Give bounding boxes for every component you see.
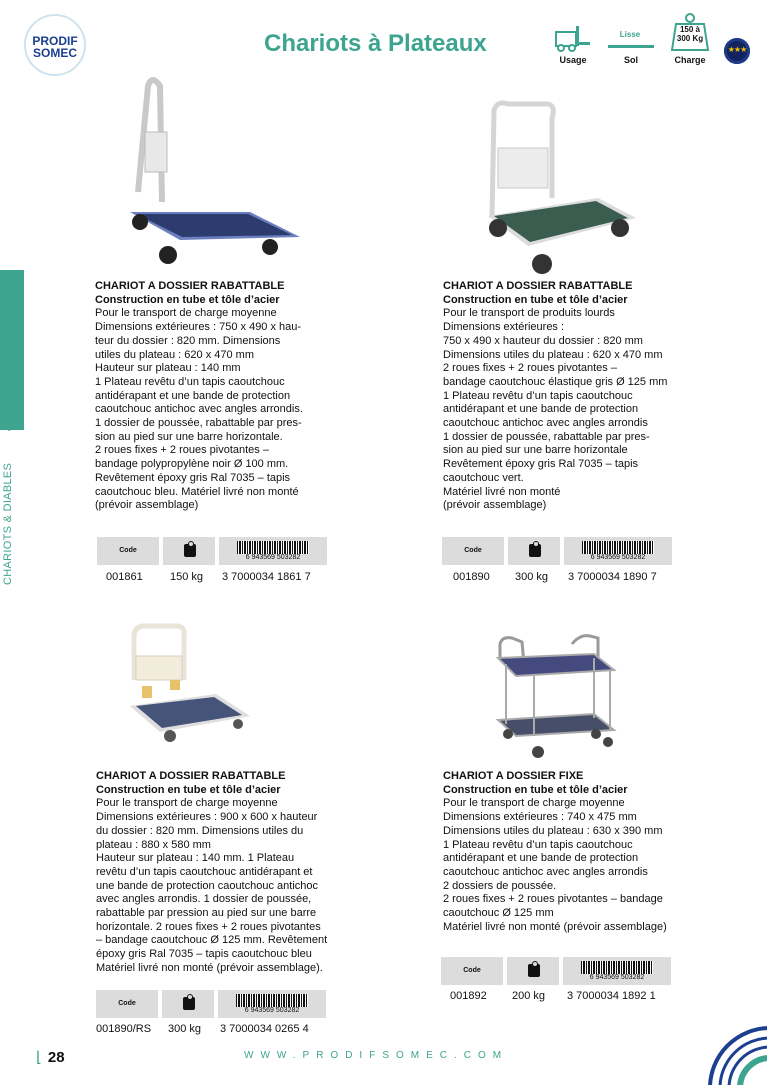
product-description: Pour le transport de produits lourds Dimensions extérieures : 750 x 490 x hauteur du dossier : 820 mm Dimensions utiles du plateau : 620 x 470 mm 2 roues fixes + 2 roues pivotantes – bandage caoutchouc élastique gris Ø 125 mm 1 Plateau revêtu d’un tapis caoutchouc antidérapant et une bande de protection caoutchouc antichoc avec angles arrondis 1 dossier de poussée, rabattable par pres- sion au pied sur une barre horizontale Revêtement époxy gris Ral 7035 – tapis caoutchouc vert. Matériel livré non monté (prévoir assemblage) <box>443 307 668 512</box>
product-description: Pour le transport de charge moyenne Dimensions extérieures : 750 x 490 x hau- teur du dossier : 820 mm. Dimensions utiles du plateau : 620 x 470 mm Hauteur sur plateau : 140 mm 1 Plateau revêtu d’un tapis caoutchouc antidérapant et une bande de protection caoutchouc antichoc avec angles arrondis. 1 dossier de poussée, rabattable par pres- sion au pied sur une barre horizontale. 2 roues fixes + 2 roues pivotantes – bandage polypropylène noir Ø 100 mm. Revêtement époxy gris Ral 7035 – tapis caoutchouc bleu. Matériel livré non monté (prévoir assemblage) <box>95 307 303 512</box>
code-header: Code <box>442 537 504 565</box>
weight-header <box>507 957 559 985</box>
product-subtitle: Construction en tube et tôle d’acier <box>443 783 628 796</box>
weight-icon <box>529 544 541 557</box>
weight-header <box>508 537 560 565</box>
product-title: CHARIOT A DOSSIER RABATTABLE <box>95 280 285 292</box>
product-title: CHARIOT A DOSSIER RABATTABLE <box>443 280 633 292</box>
product-weight: 200 kg <box>512 990 546 1002</box>
product-code: 001890 <box>453 571 490 583</box>
section-label: CHARIOTS & DIABLES <box>2 462 14 585</box>
barcode-digits: 6 943569 503282 <box>589 974 645 981</box>
weight-header <box>162 990 214 1018</box>
barcode-header <box>564 537 672 565</box>
decorative-arcs-icon <box>700 1010 767 1085</box>
product-code: 001892 <box>450 990 487 1002</box>
product-ean: 3 7000034 0265 4 <box>220 1023 309 1035</box>
page-number <box>36 1048 65 1066</box>
logo-text-line2: SOMEC <box>32 46 77 60</box>
product-card <box>96 770 366 976</box>
barcode-digits: 6 943569 503282 <box>590 554 646 561</box>
product-card <box>443 280 713 513</box>
code-header: Code <box>97 537 159 565</box>
product-ean: 3 7000034 1861 7 <box>222 571 311 583</box>
product-image-001861 <box>110 72 310 272</box>
code-header: Code <box>96 990 158 1018</box>
barcode-digits: 6 943569 503282 <box>244 1007 300 1014</box>
logo-text-line1: PRODIF <box>32 34 78 48</box>
page-title: Chariots à Plateaux <box>264 30 487 57</box>
eu-flag-icon: ★★★ <box>724 38 750 64</box>
barcode-icon <box>237 541 309 554</box>
barcode-icon <box>581 961 653 974</box>
product-weight: 300 kg <box>168 1023 202 1035</box>
barcode-header <box>218 990 326 1018</box>
code-header: Code <box>441 957 503 985</box>
product-title: CHARIOT A DOSSIER RABATTABLE <box>96 770 286 782</box>
product-subtitle: Construction en tube et tôle d’acier <box>96 783 281 796</box>
product-code: 001861 <box>106 571 143 583</box>
usage-label: Usage <box>559 55 587 65</box>
product-card <box>95 280 350 513</box>
floor-type-value: Lisse <box>619 30 641 39</box>
website-link[interactable]: WWW.PRODIFSOMEC.COM <box>244 1050 509 1061</box>
product-weight: 300 kg <box>515 571 549 583</box>
brand-logo[interactable] <box>24 14 86 76</box>
smooth-floor-icon <box>608 45 654 48</box>
product-weight: 150 kg <box>170 571 204 583</box>
floor-label: Sol <box>623 55 638 65</box>
product-code: 001890/RS <box>96 1023 152 1035</box>
weight-icon <box>183 997 195 1010</box>
product-title: CHARIOT A DOSSIER FIXE <box>443 770 584 782</box>
weight-header <box>163 537 215 565</box>
charge-label: Charge <box>674 55 706 65</box>
product-subtitle: Construction en tube et tôle d’acier <box>443 293 628 306</box>
barcode-digits: 6 943569 503282 <box>245 554 301 561</box>
barcode-icon <box>236 994 308 1007</box>
barcode-icon <box>582 541 654 554</box>
page-number-value: 28 <box>47 1049 65 1066</box>
weight-icon <box>528 964 540 977</box>
weight-icon <box>184 544 196 557</box>
trolley-small-icon: ⌊ <box>36 1049 42 1066</box>
barcode-header <box>219 537 327 565</box>
product-description: Pour le transport de charge moyenne Dimensions extérieures : 740 x 475 mm Dimensions utiles du plateau : 630 x 390 mm 1 Plateau revêtu d’un tapis caoutchouc antidérapant et une bande de protection caoutchouc antichoc avec angles arrondis 2 dossiers de poussée. 2 roues fixes + 2 roues pivotantes – bandage caoutchouc Ø 125 mm Matériel livré non monté (prévoir assemblage) <box>443 797 667 933</box>
product-ean: 3 7000034 1892 1 <box>567 990 656 1002</box>
product-image-001892 <box>494 628 618 762</box>
product-image-001890 <box>478 98 638 278</box>
product-ean: 3 7000034 1890 7 <box>568 571 657 583</box>
product-description: Pour le transport de charge moyenne Dimensions extérieures : 900 x 600 x hauteur du dossier : 820 mm. Dimensions utiles du plateau : 880 x 580 mm Hauteur sur plateau : 140 mm. 1 Plateau revêtu d’un tapis caoutchouc antidérapant et une bande de protection caoutchouc antichoc avec angles arrondis. 1 dossier de poussée, rabattable par pression au pied sur une barre horizontale. 2 roues fixes + 2 roues pivotantes – bandage caoutchouc Ø 125 mm. Revêtement époxy gris Ral 7035 – tapis caoutchouc bleu Matériel livré non monté (prévoir assemblage). <box>96 797 328 974</box>
trolley-small-icon: ⌊ <box>7 418 12 432</box>
barcode-header <box>563 957 671 985</box>
section-tab <box>0 270 24 430</box>
product-card <box>443 770 713 934</box>
product-subtitle: Construction en tube et tôle d’acier <box>95 293 280 306</box>
charge-range-text: 150 à 300 Kg <box>676 25 704 43</box>
product-image-001890-RS <box>126 620 256 750</box>
forklift-usage-icon <box>553 24 593 52</box>
